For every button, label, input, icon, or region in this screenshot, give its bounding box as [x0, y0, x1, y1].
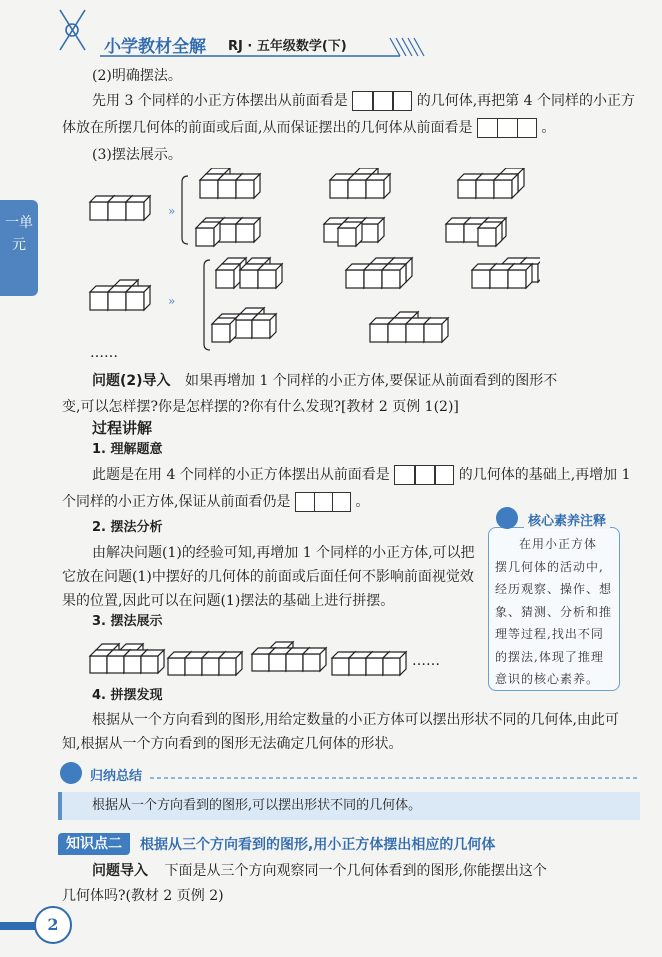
- s1-text-a: 此题是在用 4 个同样的小正方体摆出从前面看是: [92, 467, 390, 483]
- s2-body: [62, 541, 482, 613]
- s3-arrangement-4: [332, 652, 406, 675]
- arrangement-6: [446, 218, 506, 246]
- note-line: 理等过程,找出不同: [495, 627, 604, 641]
- problem2-text-a: 如果再增加 1 个同样的小正方体,要保证从前面看到的图形不: [185, 373, 558, 389]
- s3-arrangement-3: [252, 642, 326, 671]
- problem-intro-text-a: 下面是从三个方向观察同一个几何体看到的图形,你能摆出这个: [164, 863, 547, 879]
- page-header: [0, 0, 662, 62]
- step2-line2: [62, 116, 555, 140]
- edition-label: RJ · 五年级数学(下): [228, 39, 347, 54]
- arrangement-ellipsis: ……: [90, 345, 118, 361]
- s3-title: 3. 摆法展示: [92, 614, 163, 629]
- s2-title: 2. 摆法分析: [92, 520, 163, 535]
- arrangement-3: [458, 168, 524, 198]
- note-line: 意识的核心素养。: [495, 672, 600, 686]
- note-line: 摆几何体的活动中,: [495, 559, 604, 574]
- s2-line: 它放在问题(1)中摆好的几何体的前面或后面任何不影响前面视觉效: [62, 569, 474, 585]
- summary-title: 归纳总结: [90, 769, 143, 784]
- arrangement-1: [200, 168, 260, 198]
- arrow-icon: »: [168, 294, 176, 308]
- base-l-cubes: [90, 280, 150, 310]
- s4-line: 根据从一个方向看到的图形,用给定数量的小正方体可以摆出形状不同的几何体,由此可: [92, 712, 619, 728]
- three-square-view-icon: [295, 492, 351, 512]
- three-square-view-icon: [394, 465, 454, 485]
- step2-text-a: 先用 3 个同样的小正方体摆出从前面看是: [92, 93, 348, 109]
- arrangement-10: [212, 308, 276, 342]
- unit-side-tab: [0, 200, 38, 296]
- step2-text-c: 体放在所摆几何体的前面或后面,从而保证摆出的几何体从前面看是: [62, 120, 473, 136]
- three-square-view-icon: [477, 118, 537, 138]
- problem-intro-label: 问题导入: [92, 863, 148, 879]
- s4-body: [62, 708, 642, 756]
- note-line: 经历观察、操作、想: [495, 582, 613, 596]
- s1-line2: [62, 490, 369, 514]
- note-title: 核心素养注释: [524, 510, 610, 529]
- brace-icon: [204, 260, 210, 350]
- problem-intro-line1: [92, 859, 547, 883]
- note-body: [495, 533, 615, 691]
- arrangement-diagram: [80, 168, 540, 363]
- s1-title: 1. 理解题意: [92, 442, 163, 457]
- problem-intro-text-b: 几何体吗?(教材 2 页例 2): [62, 888, 224, 904]
- note-line: 在用小正方体: [519, 537, 598, 551]
- process-title: 过程讲解: [92, 419, 153, 437]
- s1-text-d: 。: [355, 494, 370, 510]
- problem2-text-b: 变,可以怎样摆?你是怎样摆的?你有什么发现?[教材 2 页例 1(2)]: [62, 399, 459, 415]
- base-three-cubes: [90, 196, 150, 220]
- book-title: 小学教材全解: [104, 37, 206, 57]
- s3-arrangement-2: [168, 652, 242, 675]
- arrangement-2: [330, 168, 390, 198]
- s3-arrangement-1: [90, 644, 164, 673]
- brace-icon: [182, 176, 188, 244]
- knowledge-point-label: 知识点二: [58, 833, 130, 855]
- summary-divider: [150, 774, 640, 782]
- problem2-label: 问题(2)导入: [92, 373, 171, 389]
- arrangement-9: [472, 258, 540, 288]
- page-number: 2: [34, 906, 72, 944]
- arrangement-11: [370, 312, 448, 342]
- quill-icon: [60, 762, 82, 784]
- arrangement-4: [196, 218, 260, 246]
- arrangement-7: [216, 258, 282, 288]
- s1-text-b: 的几何体的基础上,再增加 1: [458, 467, 631, 483]
- step3-title: (3)摆法展示。: [92, 147, 182, 163]
- unit-side-tab-label: 一单元: [5, 215, 33, 253]
- note-line: 象、猜测、分析和推: [495, 604, 613, 619]
- step2-text-b: 的几何体,再把第 4 个同样的小正方: [416, 93, 635, 109]
- s4-title: 4. 拼摆发现: [92, 688, 163, 703]
- s1-line1: [92, 463, 631, 487]
- three-square-view-icon: [352, 91, 412, 111]
- note-line: 的摆法,体现了推理: [495, 649, 604, 664]
- bulb-icon: [496, 507, 518, 529]
- summary-text: 根据从一个方向看到的图形,可以摆出形状不同的几何体。: [92, 798, 422, 813]
- arrangement-8: [346, 258, 412, 288]
- step2-text-d: 。: [541, 120, 556, 136]
- step2-line1: [92, 89, 635, 113]
- problem2-line1: [92, 369, 557, 393]
- arrangement-5: [324, 218, 384, 246]
- summary-box: [58, 792, 640, 820]
- note-header: [488, 507, 620, 531]
- s3-arrangement-diagram: [86, 638, 416, 678]
- s2-line: 由解决问题(1)的经验可知,再增加 1 个同样的小正方体,可以把: [92, 545, 475, 561]
- s2-line: 果的位置,因此可以在问题(1)摆法的基础上进行拼摆。: [62, 593, 395, 609]
- knowledge-point-title: 根据从三个方向看到的图形,用小正方体摆出相应的几何体: [140, 837, 496, 853]
- s4-line: 知,根据从一个方向看到的图形无法确定几何体的形状。: [62, 736, 403, 752]
- s3-ellipsis: ……: [412, 653, 440, 669]
- s1-text-c: 个同样的小正方体,保证从前面看仍是: [62, 494, 291, 510]
- step2-title: (2)明确摆法。: [92, 68, 182, 84]
- arrow-icon: »: [168, 204, 176, 218]
